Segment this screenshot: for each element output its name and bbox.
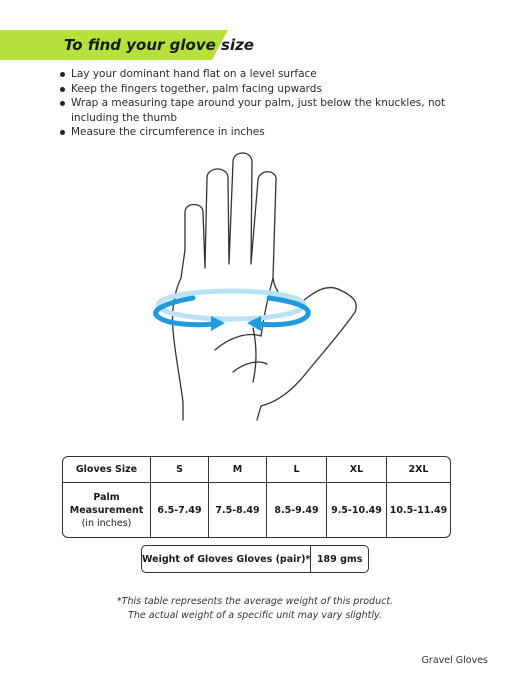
row-label-unit: (in inches) — [81, 517, 132, 529]
row-label — [63, 483, 151, 537]
table-header-cell: M — [209, 457, 267, 483]
hand-measuring-icon — [145, 150, 375, 430]
table-header-cell: S — [151, 457, 209, 483]
instruction-item: Keep the fingers together, palm facing upwards — [59, 82, 459, 97]
weight-table — [141, 545, 369, 573]
size-chart-table — [62, 456, 451, 538]
row-label-line: Palm — [93, 491, 120, 503]
table-header-cell: L — [267, 457, 327, 483]
table-cell: 6.5-7.49 — [151, 483, 209, 537]
footnote: *This table represents the average weight of this product. — [116, 596, 394, 607]
table-cell: 7.5-8.49 — [209, 483, 267, 537]
weight-label: Weight of Gloves Gloves (pair)* — [142, 546, 311, 572]
instruction-item: Lay your dominant hand flat on a level surface — [59, 67, 459, 82]
table-cell: 10.5-11.49 — [389, 504, 448, 516]
instruction-item: Measure the circumference in inches — [59, 125, 459, 140]
page-title: To find your glove size — [64, 36, 254, 54]
weight-value: 189 gms — [316, 553, 363, 565]
instruction-item: Wrap a measuring tape around your palm, just below the knuckles, not including the thumb — [59, 96, 459, 125]
table-cell: 9.5-10.49 — [327, 483, 387, 537]
table-header-label: Gloves Size — [63, 457, 151, 483]
table-cell: 8.5-9.49 — [267, 483, 327, 537]
table-header-cell: 2XL — [387, 457, 450, 483]
row-label-line: Measurement — [69, 504, 144, 516]
table-header-row — [63, 457, 450, 483]
instruction-list — [59, 67, 459, 140]
footnote: The actual weight of a specific unit may vary slightly. — [128, 610, 382, 621]
brand-name: Gravel Gloves — [421, 655, 488, 666]
table-header-cell: XL — [327, 457, 387, 483]
table-row — [63, 483, 450, 537]
